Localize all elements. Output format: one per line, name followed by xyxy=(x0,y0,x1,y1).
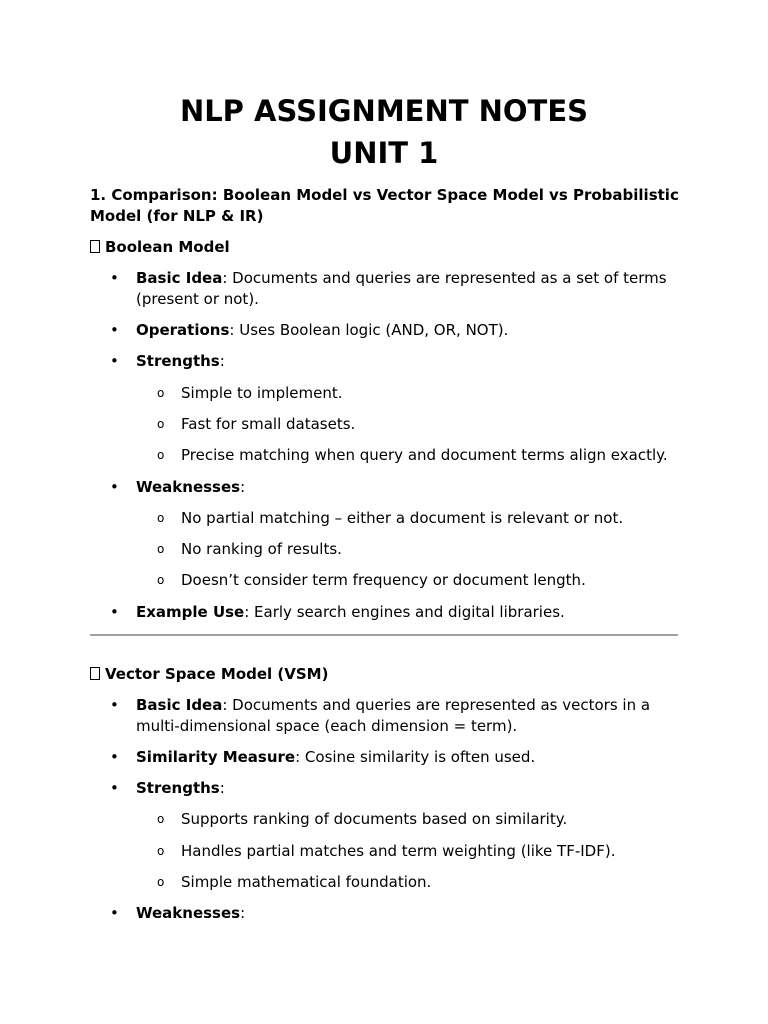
bullet-icon: • xyxy=(110,904,119,922)
item-text: : Documents and queries are represented as vectors in a multi-dimensional space (each dimension = term). xyxy=(136,696,651,735)
list-item-strengths xyxy=(136,351,681,372)
sub-list-item: Fast for small datasets. xyxy=(181,415,356,433)
list-item-similarity-measure xyxy=(136,747,681,768)
item-colon: : xyxy=(219,352,225,370)
bullet-icon: • xyxy=(110,478,119,496)
sub-list-item: Supports ranking of documents based on similarity. xyxy=(181,810,568,828)
sub-bullet-icon: o xyxy=(157,542,165,556)
list-item-weaknesses xyxy=(136,477,681,498)
item-colon: : xyxy=(240,478,246,496)
sub-bullet-icon: o xyxy=(157,875,165,889)
sub-bullet-icon: o xyxy=(157,386,165,400)
boolean-model-title: Boolean Model xyxy=(105,238,230,256)
horizontal-divider xyxy=(90,634,678,636)
section-heading-comparison: 1. Comparison: Boolean Model vs Vector Space Model vs Probabilistic Model (for NLP & IR) xyxy=(90,186,679,225)
item-text: : Cosine similarity is often used. xyxy=(295,748,536,766)
item-text: : Uses Boolean logic (AND, OR, NOT). xyxy=(229,321,509,339)
sub-list-item: Handles partial matches and term weighting (like TF-IDF). xyxy=(181,842,616,860)
list-item-strengths xyxy=(136,778,681,799)
bullet-icon: • xyxy=(110,321,119,339)
boolean-model-heading xyxy=(90,237,230,257)
item-colon: : xyxy=(219,779,225,797)
item-label: Weaknesses xyxy=(136,478,241,496)
sub-list-item: Precise matching when query and document terms align exactly. xyxy=(181,446,668,464)
sub-bullet-icon: o xyxy=(157,448,165,462)
item-colon: : xyxy=(240,904,246,922)
document-subtitle-unit: UNIT 1 xyxy=(329,136,439,170)
bullet-icon: • xyxy=(110,603,119,621)
bullet-icon: • xyxy=(110,696,119,714)
vsm-heading xyxy=(90,664,328,684)
sub-list-item: Simple to implement. xyxy=(181,384,343,402)
list-item-basic-idea xyxy=(136,268,681,310)
sub-list-item: Simple mathematical foundation. xyxy=(181,873,432,891)
item-label: Example Use xyxy=(136,603,245,621)
bullet-icon: • xyxy=(110,748,119,766)
item-label: Basic Idea xyxy=(136,696,223,714)
item-label: Operations xyxy=(136,321,230,339)
item-text: : Early search engines and digital libraries. xyxy=(244,603,565,621)
list-item-operations xyxy=(136,320,681,341)
bullet-icon: • xyxy=(110,352,119,370)
bullet-icon: • xyxy=(110,779,119,797)
list-item-example-use xyxy=(136,602,681,623)
bullet-icon: • xyxy=(110,269,119,287)
sub-bullet-icon: o xyxy=(157,844,165,858)
sub-list-item: No partial matching – either a document is relevant or not. xyxy=(181,509,624,527)
item-label: Strengths xyxy=(136,779,220,797)
item-label: Strengths xyxy=(136,352,220,370)
item-label: Weaknesses xyxy=(136,904,241,922)
sub-bullet-icon: o xyxy=(157,417,165,431)
sub-bullet-icon: o xyxy=(157,511,165,525)
item-text: : Documents and queries are represented as a set of terms (present or not). xyxy=(136,269,667,308)
list-item-basic-idea xyxy=(136,695,681,737)
item-label: Basic Idea xyxy=(136,269,223,287)
document-title: NLP ASSIGNMENT NOTES xyxy=(179,94,589,128)
item-label: Similarity Measure xyxy=(136,748,296,766)
sub-bullet-icon: o xyxy=(157,573,165,587)
checkbox-glyph-icon xyxy=(90,240,100,253)
list-item-weaknesses xyxy=(136,903,681,924)
sub-list-item: Doesn’t consider term frequency or document length. xyxy=(181,571,586,589)
sub-bullet-icon: o xyxy=(157,812,165,826)
vsm-title: Vector Space Model (VSM) xyxy=(105,665,329,683)
checkbox-glyph-icon xyxy=(90,667,100,680)
sub-list-item: No ranking of results. xyxy=(181,540,342,558)
